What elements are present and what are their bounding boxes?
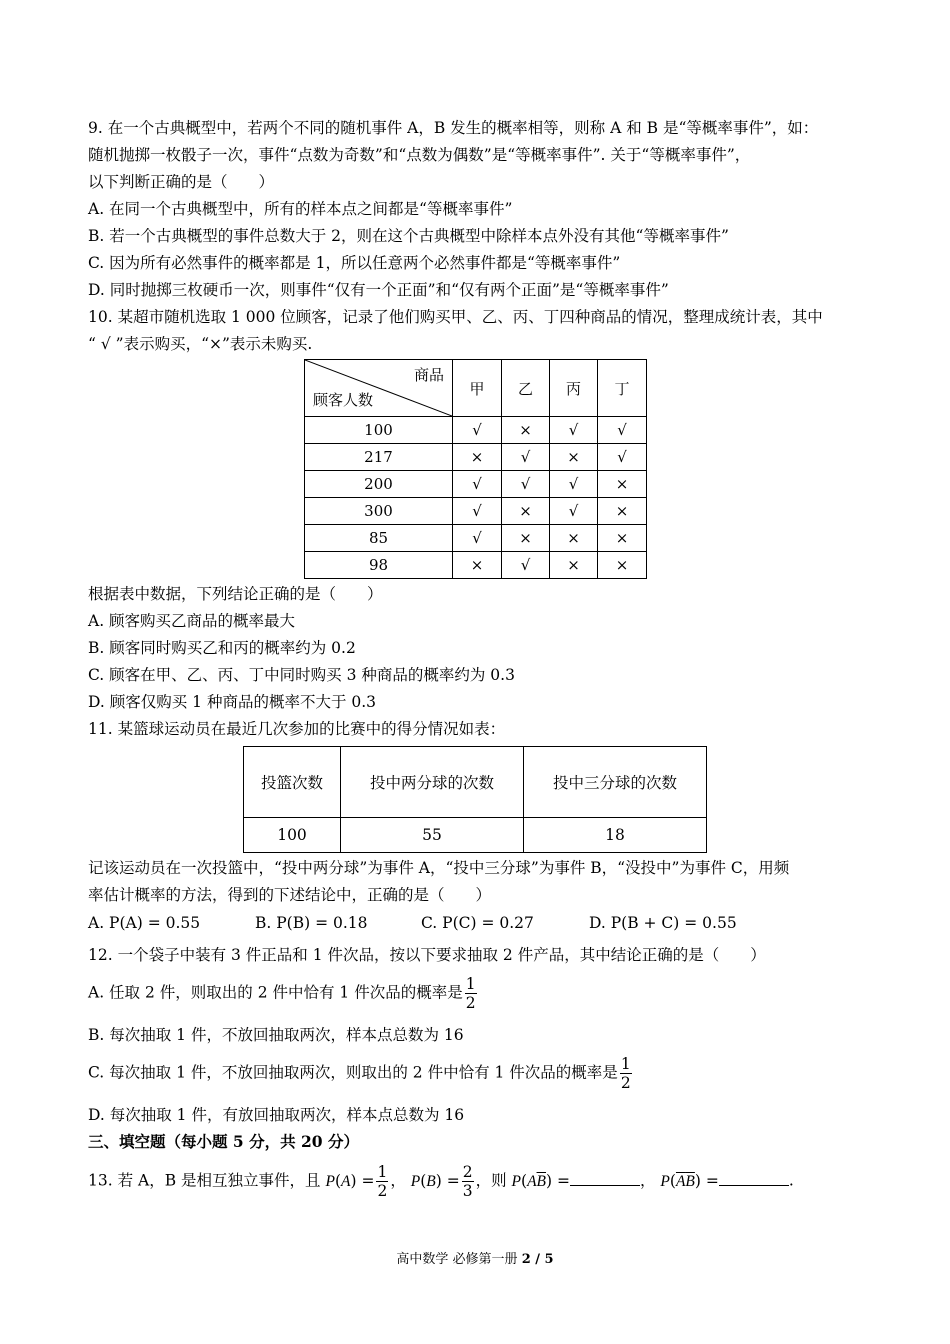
table-cell: 18 <box>524 818 707 853</box>
q11-line1: 11. 某篮球运动员在最近几次参加的比赛中的得分情况如表： <box>88 720 506 738</box>
fraction-numerator: 1 <box>377 1163 388 1181</box>
q9-option-b: B. 若一个古典概型的事件总数大于 2，则在这个古典概型中除样本点外没有其他“等概率事件” <box>88 227 729 245</box>
mark-cell: × <box>598 525 647 552</box>
answer-blank[interactable] <box>719 1169 789 1186</box>
table-cell: 100 <box>244 818 341 853</box>
q9-option-a: A. 在同一个古典概型中，所有的样本点之间都是“等概率事件” <box>88 200 513 218</box>
footer-text: 高中数学 必修第一册 <box>396 1252 518 1267</box>
q12-option-a-text: A. 任取 2 件，则取出的 2 件中恰有 1 件次品的概率是 <box>88 983 463 1002</box>
column-header: 投中三分球的次数 <box>524 747 707 818</box>
page-number: 2 / 5 <box>521 1252 554 1267</box>
mark-cell: × <box>598 471 647 498</box>
mark-cell: √ <box>598 417 647 444</box>
page-footer <box>0 1248 950 1267</box>
q13-pa: P(A) = <box>325 1171 375 1190</box>
q12-line1: 12. 一个袋子中装有 3 件正品和 1 件次品，按以下要求抽取 2 件产品，其中结论正确的是（ ） <box>88 946 766 964</box>
customer-count: 100 <box>305 417 453 444</box>
q10-prompt: 根据表中数据，下列结论正确的是（ ） <box>88 585 383 603</box>
column-header: 乙 <box>502 360 550 417</box>
q11-score-table <box>243 746 707 853</box>
mark-cell: √ <box>550 498 598 525</box>
q11-option-a: A. P(A) = 0.55 <box>88 914 201 932</box>
fraction-denominator: 2 <box>377 1182 388 1200</box>
q10-option-a: A. 顾客购买乙商品的概率最大 <box>88 612 296 630</box>
mark-cell: √ <box>453 525 502 552</box>
column-header: 丁 <box>598 360 647 417</box>
mark-cell: × <box>502 417 550 444</box>
q12-option-a <box>88 975 479 1012</box>
mark-cell: √ <box>550 471 598 498</box>
q11-line2: 记该运动员在一次投篮中，“投中两分球”为事件 A，“投中三分球”为事件 B，“没投中”为事件 C，用频 <box>88 859 790 877</box>
q11-option-b: B. P(B) = 0.18 <box>255 914 368 932</box>
q9-option-c: C. 因为所有必然事件的概率都是 1，所以任意两个必然事件都是“等概率事件” <box>88 254 621 272</box>
table-row <box>305 471 647 498</box>
q12-option-c-text: C. 每次抽取 1 件，不放回抽取两次，则取出的 2 件中恰有 1 件次品的概率是 <box>88 1063 618 1082</box>
customer-count: 217 <box>305 444 453 471</box>
q11-option-c: C. P(C) = 0.27 <box>421 914 534 932</box>
fraction-denominator: 3 <box>462 1182 473 1200</box>
table-row <box>305 498 647 525</box>
fraction-numerator: 1 <box>620 1055 631 1073</box>
q13-end: . <box>788 1171 794 1190</box>
header-goods: 商品 <box>413 366 444 384</box>
column-header: 投篮次数 <box>244 747 341 818</box>
customer-count: 98 <box>305 552 453 579</box>
fraction-pb <box>462 1163 474 1200</box>
table-row <box>305 417 647 444</box>
table-row <box>305 525 647 552</box>
column-header: 投中两分球的次数 <box>341 747 524 818</box>
table-row <box>305 552 647 579</box>
q13-prefix: 13. 若 A，B 是相互独立事件，且 <box>88 1171 321 1190</box>
mark-cell: √ <box>502 552 550 579</box>
mark-cell: × <box>502 525 550 552</box>
mark-cell: × <box>550 552 598 579</box>
fraction-one-half <box>620 1055 632 1092</box>
section-heading: 三、填空题（每小题 5 分，共 20 分） <box>88 1132 359 1151</box>
customer-count: 300 <box>305 498 453 525</box>
table-diagonal-header <box>305 360 453 417</box>
mark-cell: × <box>598 552 647 579</box>
mark-cell: √ <box>502 444 550 471</box>
mark-cell: × <box>453 444 502 471</box>
mark-cell: √ <box>550 417 598 444</box>
q11-option-d: D. P(B + C) = 0.55 <box>589 914 737 932</box>
q10-purchase-table <box>304 359 647 579</box>
q10-line2: “ √ ”表示购买，“×”表示未购买. <box>88 335 313 353</box>
header-customers: 顾客人数 <box>313 391 374 409</box>
fraction-pa <box>376 1163 388 1200</box>
table-row <box>244 818 707 853</box>
mark-cell: × <box>502 498 550 525</box>
customer-count: 85 <box>305 525 453 552</box>
mark-cell: √ <box>453 471 502 498</box>
fraction-numerator: 1 <box>465 975 476 993</box>
mark-cell: × <box>550 444 598 471</box>
q13-pb: P(B) = <box>410 1171 460 1190</box>
fraction-one-half <box>465 975 477 1012</box>
q13-line: 13. 若 A，B 是相互独立事件，且 P(A) = $\frac{1}{2}$ ， P(B) = $\frac{2}{3}$ ，则 $P(A\overline{B})$ = ， $P(\overline{A}\overline{B})$ = . <box>88 1163 794 1200</box>
customer-count: 200 <box>305 471 453 498</box>
q10-option-d: D. 顾客仅购买 1 种商品的概率不大于 0.3 <box>88 693 377 711</box>
mark-cell: √ <box>598 444 647 471</box>
table-cell: 55 <box>341 818 524 853</box>
mark-cell: √ <box>453 498 502 525</box>
q9-line2: 随机抛掷一枚骰子一次，事件“点数为奇数”和“点数为偶数”是“等概率事件”. 关于“等概率事件”， <box>88 146 751 164</box>
q13-expr2: $P(\overline{A}\overline{B})$ = <box>660 1171 719 1190</box>
mark-cell: × <box>453 552 502 579</box>
answer-blank[interactable] <box>570 1169 640 1186</box>
column-header: 丙 <box>550 360 598 417</box>
mark-cell: √ <box>502 471 550 498</box>
q11-line3: 率估计概率的方法，得到的下述结论中，正确的是（ ） <box>88 886 492 904</box>
q13-then: ，则 <box>475 1171 507 1190</box>
mark-cell: √ <box>453 417 502 444</box>
q9-option-d: D. 同时抛掷三枚硬币一次，则事件“仅有一个正面”和“仅有两个正面”是“等概率事件” <box>88 281 669 299</box>
q10-line1: 10. 某超市随机选取 1 000 位顾客，记录了他们购买甲、乙、丙、丁四种商品的情况，整理成统计表，其中 <box>88 308 823 326</box>
q9-line1: 9. 在一个古典概型中，若两个不同的随机事件 A，B 发生的概率相等，则称 A 和 B 是“等概率事件”，如： <box>88 119 819 137</box>
fraction-numerator: 2 <box>462 1163 473 1181</box>
q12-option-c <box>88 1055 634 1092</box>
q12-option-b: B. 每次抽取 1 件，不放回抽取两次，样本点总数为 16 <box>88 1026 464 1044</box>
q9-line3: 以下判断正确的是（ ） <box>88 173 275 191</box>
table-row <box>305 444 647 471</box>
column-header: 甲 <box>453 360 502 417</box>
q10-option-b: B. 顾客同时购买乙和丙的概率约为 0.2 <box>88 639 356 657</box>
mark-cell: × <box>550 525 598 552</box>
fraction-denominator: 2 <box>465 994 476 1012</box>
mark-cell: × <box>598 498 647 525</box>
q10-option-c: C. 顾客在甲、乙、丙、丁中同时购买 3 种商品的概率约为 0.3 <box>88 666 515 684</box>
q12-option-d: D. 每次抽取 1 件，有放回抽取两次，样本点总数为 16 <box>88 1106 465 1124</box>
q13-expr1: $P(A\overline{B})$ = <box>511 1171 570 1190</box>
fraction-denominator: 2 <box>620 1074 631 1092</box>
